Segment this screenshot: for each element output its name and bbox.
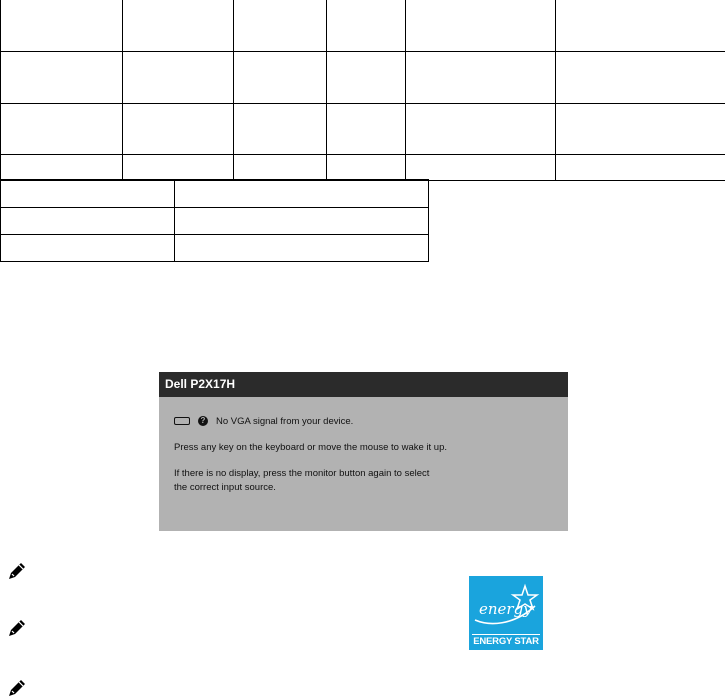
osd-display-text-1: If there is no display, press the monitor button again to select	[174, 468, 430, 479]
table-cell	[556, 51, 725, 103]
table-cell	[175, 180, 429, 208]
table-cell	[406, 51, 556, 103]
energy-star-logo	[469, 576, 543, 650]
table-cell	[1, 154, 123, 180]
table-cell	[234, 103, 327, 154]
note-pencil-icon	[8, 562, 26, 580]
osd-signal-text: No VGA signal from your device.	[216, 416, 354, 427]
table-cell	[175, 208, 429, 235]
table-cell	[406, 154, 556, 180]
table-cell	[234, 51, 327, 103]
osd-wake-text: Press any key on the keyboard or move the mouse to wake it up.	[174, 442, 448, 453]
table-cell	[123, 154, 234, 180]
table-cell	[327, 103, 406, 154]
table-top	[0, 0, 725, 181]
table-cell	[556, 0, 725, 51]
table-cell	[123, 0, 234, 51]
table-cell	[123, 103, 234, 154]
table-cell	[1, 180, 175, 208]
table-row	[1, 103, 725, 154]
table-cell	[1, 0, 123, 51]
table-cell	[406, 103, 556, 154]
energy-star-divider	[472, 634, 540, 635]
table-cell	[1, 103, 123, 154]
energy-star-swoosh-icon	[469, 576, 543, 634]
table-small	[0, 179, 429, 262]
table-cell	[556, 103, 725, 154]
table-cell	[234, 0, 327, 51]
table-cell	[327, 51, 406, 103]
note-pencil-icon	[8, 619, 26, 637]
table-row	[1, 235, 429, 262]
note-pencil-icon	[8, 679, 26, 697]
energy-star-label: ENERGY STAR	[473, 636, 539, 647]
table-cell	[1, 51, 123, 103]
table-cell	[556, 154, 725, 180]
osd-signal-row	[174, 416, 353, 427]
table-cell	[1, 208, 175, 235]
table-cell	[406, 0, 556, 51]
vga-connector-icon	[174, 417, 190, 425]
help-circle-icon: ?	[198, 416, 208, 426]
table-row	[1, 208, 429, 235]
table-row	[1, 180, 429, 208]
table-cell	[327, 154, 406, 180]
table-cell	[123, 51, 234, 103]
table-cell	[327, 0, 406, 51]
table-row	[1, 0, 725, 51]
table-cell	[1, 235, 175, 262]
osd-title: Dell P2X17H	[159, 372, 568, 397]
table-row	[1, 154, 725, 180]
table-cell	[234, 154, 327, 180]
table-cell	[175, 235, 429, 262]
osd-display-text-2: the correct input source.	[174, 482, 276, 493]
energy-script-text: energy	[479, 600, 532, 618]
osd-message-box	[159, 372, 568, 531]
table-row	[1, 51, 725, 103]
